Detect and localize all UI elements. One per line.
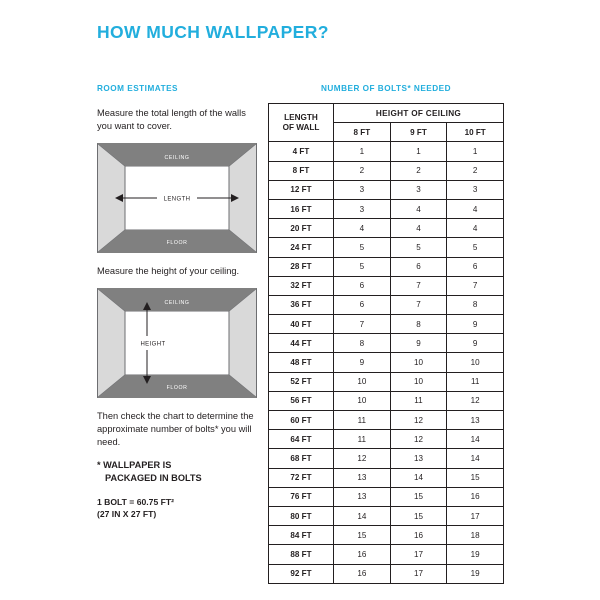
- room-diagram-height: [97, 288, 257, 398]
- table-row: [269, 257, 504, 276]
- cell-bolts-needed: 10: [390, 372, 447, 391]
- table-row: [269, 545, 504, 564]
- header-ceiling-10ft: 10 FT: [447, 123, 504, 142]
- bolts-table-column: [268, 84, 504, 584]
- floor-label: FLOOR: [166, 385, 188, 391]
- length-label: LENGTH: [163, 196, 191, 203]
- row-label-wall-length: 84 FT: [269, 526, 334, 545]
- cell-bolts-needed: 3: [447, 180, 504, 199]
- cell-bolts-needed: 14: [334, 506, 391, 525]
- cell-bolts-needed: 7: [390, 295, 447, 314]
- row-label-wall-length: 76 FT: [269, 487, 334, 506]
- ceiling-label: CEILING: [164, 300, 190, 306]
- table-row: [269, 334, 504, 353]
- cell-bolts-needed: 17: [447, 506, 504, 525]
- bolt-size-note: [97, 496, 257, 520]
- cell-bolts-needed: 15: [390, 487, 447, 506]
- row-label-wall-length: 24 FT: [269, 238, 334, 257]
- cell-bolts-needed: 4: [390, 219, 447, 238]
- table-row: [269, 180, 504, 199]
- room-diagram-length: [97, 143, 257, 253]
- cell-bolts-needed: 10: [334, 391, 391, 410]
- instruction-measure-height: Measure the height of your ceiling.: [97, 266, 240, 276]
- bolts-table: [268, 103, 504, 584]
- room-diagram-length-svg: [97, 143, 257, 253]
- cell-bolts-needed: 9: [334, 353, 391, 372]
- row-label-wall-length: 12 FT: [269, 180, 334, 199]
- cell-bolts-needed: 6: [334, 295, 391, 314]
- table-row: [269, 449, 504, 468]
- cell-bolts-needed: 12: [390, 430, 447, 449]
- cell-bolts-needed: 11: [334, 430, 391, 449]
- cell-bolts-needed: 3: [334, 199, 391, 218]
- cell-bolts-needed: 5: [390, 238, 447, 257]
- cell-bolts-needed: 19: [447, 545, 504, 564]
- cell-bolts-needed: 3: [334, 180, 391, 199]
- cell-bolts-needed: 15: [334, 526, 391, 545]
- room-estimates-heading: ROOM ESTIMATES: [97, 84, 178, 93]
- table-row: [269, 411, 504, 430]
- cell-bolts-needed: 7: [334, 315, 391, 334]
- bolt-note-line1: * WALLPAPER IS: [97, 460, 172, 470]
- row-label-wall-length: 8 FT: [269, 161, 334, 180]
- instruction-measure-length: Measure the total length of the walls you want to cover.: [97, 108, 246, 131]
- cell-bolts-needed: 5: [334, 238, 391, 257]
- cell-bolts-needed: 3: [390, 180, 447, 199]
- cell-bolts-needed: 2: [334, 161, 391, 180]
- row-label-wall-length: 20 FT: [269, 219, 334, 238]
- cell-bolts-needed: 8: [447, 295, 504, 314]
- cell-bolts-needed: 17: [390, 564, 447, 583]
- table-row: [269, 372, 504, 391]
- header-ceiling-8ft: 8 FT: [334, 123, 391, 142]
- table-row: [269, 526, 504, 545]
- cell-bolts-needed: 1: [390, 142, 447, 161]
- wallpaper-bolt-note: [97, 459, 257, 484]
- cell-bolts-needed: 14: [390, 468, 447, 487]
- table-row: [269, 142, 504, 161]
- row-label-wall-length: 36 FT: [269, 295, 334, 314]
- bolts-table-head: [269, 104, 504, 142]
- cell-bolts-needed: 13: [390, 449, 447, 468]
- row-label-wall-length: 72 FT: [269, 468, 334, 487]
- cell-bolts-needed: 1: [334, 142, 391, 161]
- row-label-wall-length: 40 FT: [269, 315, 334, 334]
- cell-bolts-needed: 14: [447, 449, 504, 468]
- cell-bolts-needed: 16: [334, 545, 391, 564]
- cell-bolts-needed: 10: [334, 372, 391, 391]
- bolt-size-line2: (27 IN X 27 FT): [97, 509, 157, 519]
- row-label-wall-length: 64 FT: [269, 430, 334, 449]
- cell-bolts-needed: 4: [334, 219, 391, 238]
- cell-bolts-needed: 13: [447, 411, 504, 430]
- row-label-wall-length: 48 FT: [269, 353, 334, 372]
- row-label-wall-length: 16 FT: [269, 199, 334, 218]
- cell-bolts-needed: 19: [447, 564, 504, 583]
- table-row: [269, 199, 504, 218]
- row-label-wall-length: 60 FT: [269, 411, 334, 430]
- row-label-wall-length: 4 FT: [269, 142, 334, 161]
- cell-bolts-needed: 15: [447, 468, 504, 487]
- row-label-wall-length: 32 FT: [269, 276, 334, 295]
- row-label-wall-length: 80 FT: [269, 506, 334, 525]
- header-length-of-wall-line2: OF WALL: [282, 122, 320, 132]
- bolts-table-header-row-1: [269, 104, 504, 123]
- table-row: [269, 391, 504, 410]
- cell-bolts-needed: 13: [334, 468, 391, 487]
- cell-bolts-needed: 5: [447, 238, 504, 257]
- cell-bolts-needed: 11: [334, 411, 391, 430]
- cell-bolts-needed: 4: [390, 199, 447, 218]
- cell-bolts-needed: 10: [390, 353, 447, 372]
- cell-bolts-needed: 12: [447, 391, 504, 410]
- table-row: [269, 295, 504, 314]
- cell-bolts-needed: 8: [334, 334, 391, 353]
- bolt-note-line2: PACKAGED IN BOLTS: [105, 472, 202, 483]
- cell-bolts-needed: 1: [447, 142, 504, 161]
- bolt-size-line1: 1 BOLT = 60.75 FT²: [97, 497, 174, 507]
- table-row: [269, 219, 504, 238]
- table-row: [269, 430, 504, 449]
- cell-bolts-needed: 12: [390, 411, 447, 430]
- row-label-wall-length: 88 FT: [269, 545, 334, 564]
- cell-bolts-needed: 17: [390, 545, 447, 564]
- cell-bolts-needed: 9: [390, 334, 447, 353]
- table-row: [269, 353, 504, 372]
- table-row: [269, 506, 504, 525]
- cell-bolts-needed: 12: [334, 449, 391, 468]
- header-height-of-ceiling: HEIGHT OF CEILING: [334, 104, 504, 123]
- cell-bolts-needed: 5: [334, 257, 391, 276]
- cell-bolts-needed: 14: [447, 430, 504, 449]
- cell-bolts-needed: 11: [447, 372, 504, 391]
- row-label-wall-length: 52 FT: [269, 372, 334, 391]
- header-ceiling-9ft: 9 FT: [390, 123, 447, 142]
- cell-bolts-needed: 2: [447, 161, 504, 180]
- page-title: HOW MUCH WALLPAPER?: [97, 22, 329, 42]
- row-label-wall-length: 44 FT: [269, 334, 334, 353]
- cell-bolts-needed: 8: [390, 315, 447, 334]
- cell-bolts-needed: 6: [334, 276, 391, 295]
- table-row: [269, 238, 504, 257]
- row-label-wall-length: 68 FT: [269, 449, 334, 468]
- table-row: [269, 315, 504, 334]
- bolts-table-heading: NUMBER OF BOLTS* NEEDED: [320, 84, 452, 93]
- table-row: [269, 564, 504, 583]
- header-length-of-wall: [269, 104, 334, 142]
- cell-bolts-needed: 4: [447, 219, 504, 238]
- row-label-wall-length: 28 FT: [269, 257, 334, 276]
- cell-bolts-needed: 15: [390, 506, 447, 525]
- room-estimates-column: [97, 84, 257, 520]
- cell-bolts-needed: 16: [447, 487, 504, 506]
- room-diagram-height-svg: [97, 288, 257, 398]
- cell-bolts-needed: 6: [390, 257, 447, 276]
- cell-bolts-needed: 7: [390, 276, 447, 295]
- row-label-wall-length: 56 FT: [269, 391, 334, 410]
- cell-bolts-needed: 2: [390, 161, 447, 180]
- cell-bolts-needed: 4: [447, 199, 504, 218]
- cell-bolts-needed: 6: [447, 257, 504, 276]
- header-length-of-wall-line1: LENGTH: [284, 112, 318, 122]
- cell-bolts-needed: 16: [390, 526, 447, 545]
- cell-bolts-needed: 18: [447, 526, 504, 545]
- cell-bolts-needed: 16: [334, 564, 391, 583]
- table-row: [269, 276, 504, 295]
- bolts-table-body: [269, 142, 504, 583]
- cell-bolts-needed: 10: [447, 353, 504, 372]
- instruction-check-chart: Then check the chart to determine the approximate number of bolts* you will need.: [97, 411, 254, 447]
- floor-label: FLOOR: [166, 240, 188, 246]
- table-row: [269, 161, 504, 180]
- cell-bolts-needed: 9: [447, 315, 504, 334]
- cell-bolts-needed: 13: [334, 487, 391, 506]
- cell-bolts-needed: 7: [447, 276, 504, 295]
- ceiling-label: CEILING: [164, 155, 190, 161]
- table-row: [269, 468, 504, 487]
- table-row: [269, 487, 504, 506]
- row-label-wall-length: 92 FT: [269, 564, 334, 583]
- cell-bolts-needed: 9: [447, 334, 504, 353]
- height-label: HEIGHT: [140, 341, 166, 348]
- cell-bolts-needed: 11: [390, 391, 447, 410]
